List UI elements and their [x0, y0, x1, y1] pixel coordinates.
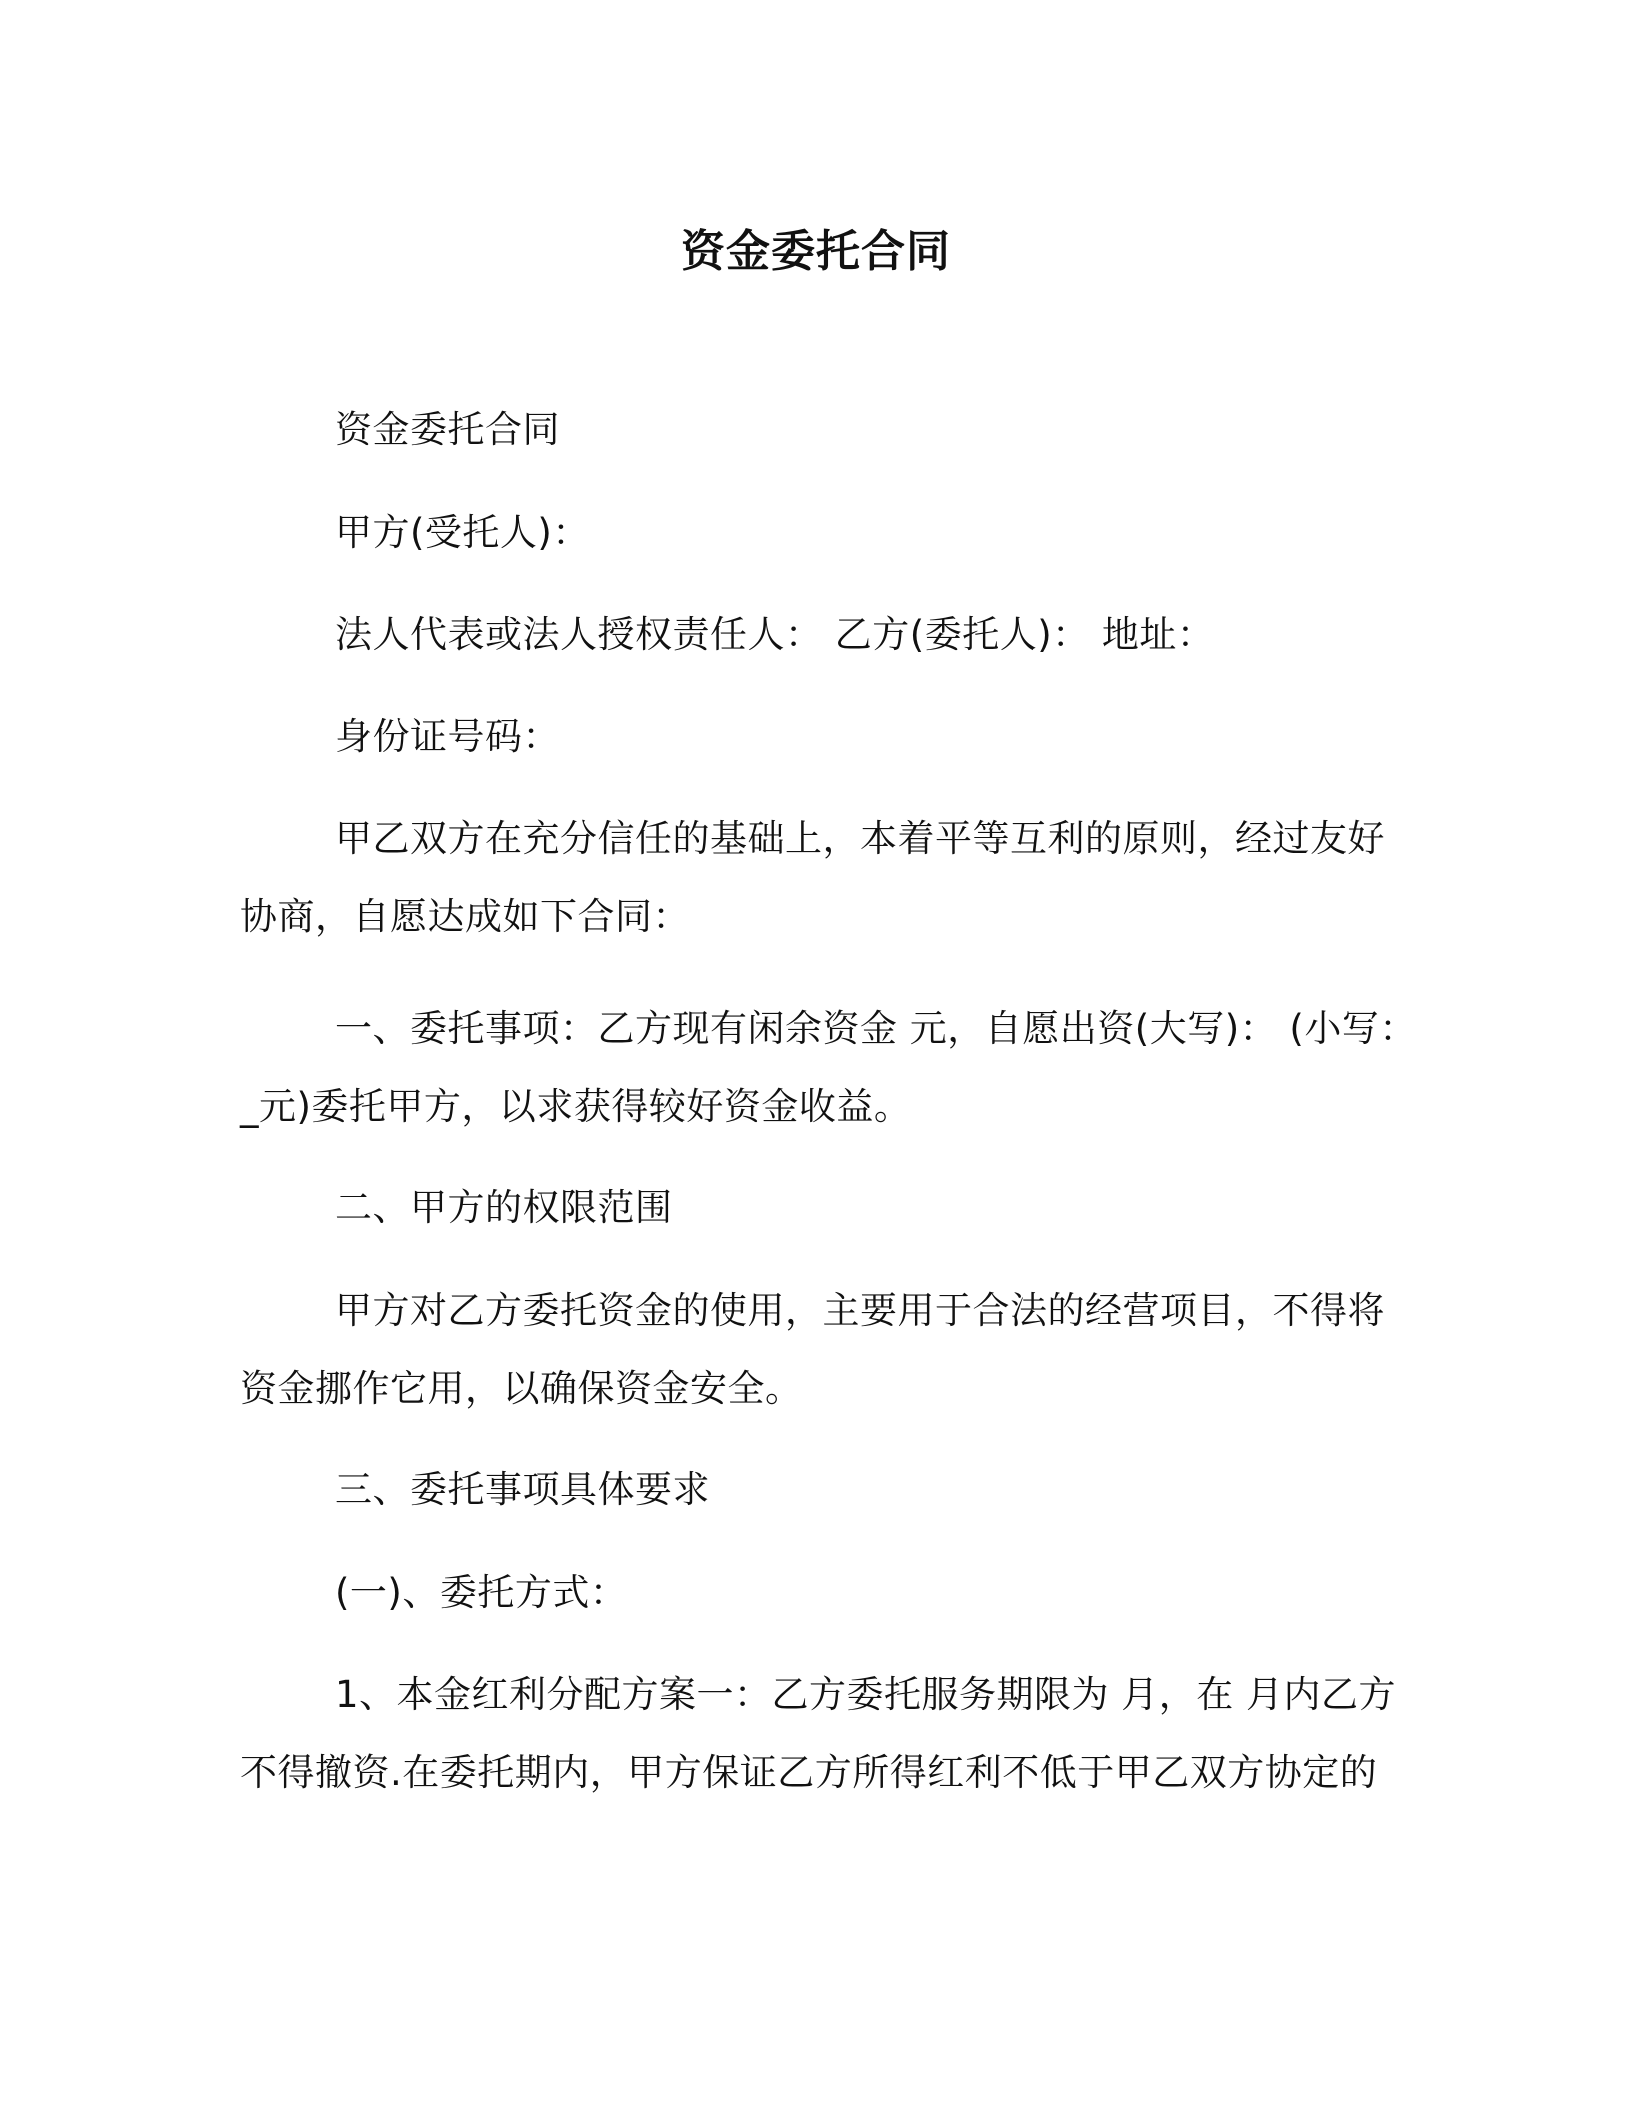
paragraph-clause-2-heading [240, 1169, 1380, 1247]
document-title: 资金委托合同 [681, 226, 951, 277]
paragraph-clause-2-body [240, 1272, 1385, 1428]
paragraph-clause-1 [240, 990, 1417, 1146]
paragraph-preamble [240, 800, 1385, 956]
paragraph-line: 甲乙双方在充分信任的基础上，本着平等互利的原则，经过友好 [335, 817, 1385, 860]
paragraph-line: 身份证号码： [335, 715, 560, 758]
paragraph-line: _元)委托甲方，以求获得较好资金收益。 [240, 1085, 912, 1128]
paragraph-line: (一)、委托方式： [335, 1571, 628, 1614]
paragraph-line: 协商，自愿达成如下合同： [240, 895, 690, 938]
paragraph-line: 资金挪作它用，以确保资金安全。 [240, 1367, 803, 1410]
paragraph-line: 资金委托合同 [335, 408, 560, 451]
paragraph-line: 甲方(受托人)： [335, 511, 590, 554]
paragraph-line: 一、委托事项：乙方现有闲余资金 元，自愿出资(大写)： (小写： [335, 1007, 1417, 1050]
paragraph-line: 不得撤资.在委托期内，甲方保证乙方所得红利不低于甲乙双方协定的 [240, 1751, 1378, 1794]
paragraph-line: 二、甲方的权限范围 [335, 1186, 673, 1229]
paragraph-subtitle [240, 391, 1380, 469]
paragraph-clause-3-heading [240, 1451, 1380, 1529]
paragraph-party-a [240, 494, 1380, 572]
paragraph-clause-3-1-item-1 [240, 1656, 1397, 1812]
paragraph-id-number [240, 698, 1380, 776]
paragraph-line: 甲方对乙方委托资金的使用，主要用于合法的经营项目，不得将 [335, 1289, 1385, 1332]
paragraph-line: 法人代表或法人授权责任人： 乙方(委托人)： 地址： [335, 613, 1215, 656]
paragraph-line: 三、委托事项具体要求 [335, 1468, 710, 1511]
paragraph-representative [240, 596, 1380, 674]
paragraph-line: 1、本金红利分配方案一：乙方委托服务期限为 月，在 月内乙方 [335, 1673, 1397, 1716]
paragraph-clause-3-1-heading [240, 1554, 1380, 1632]
